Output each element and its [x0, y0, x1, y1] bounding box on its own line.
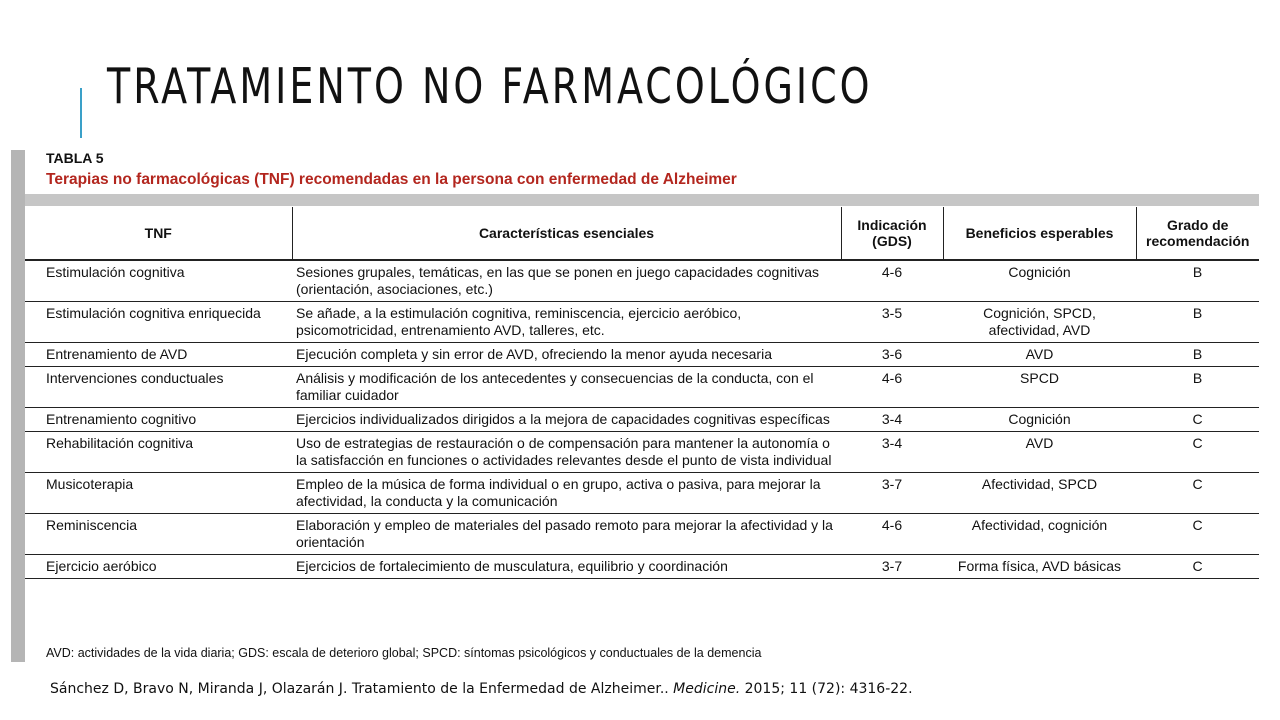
cell-beneficios: Afectividad, cognición: [943, 514, 1136, 555]
cell-tnf: Entrenamiento de AVD: [25, 343, 292, 367]
cell-beneficios: Cognición: [943, 260, 1136, 302]
cell-tnf: Estimulación cognitiva: [25, 260, 292, 302]
table-body: [25, 260, 1259, 579]
cell-grado: C: [1136, 473, 1259, 514]
cell-beneficios: AVD: [943, 343, 1136, 367]
cell-indicacion: 3-5: [841, 302, 943, 343]
table-footnote: AVD: actividades de la vida diaria; GDS: escala de deterioro global; SPCD: síntomas psicológicos y conductuales de la demencia: [46, 646, 762, 660]
cell-tnf: Intervenciones conductuales: [25, 367, 292, 408]
cell-caracteristicas: Ejercicios individualizados dirigidos a la mejora de capacidades cognitivas específicas: [292, 408, 841, 432]
cell-grado: B: [1136, 260, 1259, 302]
cell-grado: C: [1136, 408, 1259, 432]
tnf-table: [25, 207, 1259, 579]
cell-beneficios: SPCD: [943, 367, 1136, 408]
cell-tnf: Rehabilitación cognitiva: [25, 432, 292, 473]
cell-tnf: Entrenamiento cognitivo: [25, 408, 292, 432]
cell-beneficios: Cognición, SPCD, afectividad, AVD: [943, 302, 1136, 343]
table-row: [25, 555, 1259, 579]
table-side-bar: [11, 150, 25, 662]
table-row: [25, 260, 1259, 302]
header-beneficios: Beneficios esperables: [943, 207, 1136, 260]
cell-beneficios: AVD: [943, 432, 1136, 473]
source-authors: Sánchez D, Bravo N, Miranda J, Olazarán J. Tratamiento de la Enfermedad de Alzheimer..: [50, 681, 674, 697]
cell-beneficios: Cognición: [943, 408, 1136, 432]
cell-grado: C: [1136, 514, 1259, 555]
cell-indicacion: 3-7: [841, 473, 943, 514]
source-journal: Medicine.: [673, 681, 741, 697]
table-row: [25, 408, 1259, 432]
cell-caracteristicas: Ejercicios de fortalecimiento de musculatura, equilibrio y coordinación: [292, 555, 841, 579]
source-citation: [50, 681, 913, 697]
title-accent-line: [80, 88, 82, 138]
table-label: TABLA 5: [46, 150, 104, 166]
cell-indicacion: 4-6: [841, 260, 943, 302]
table-header-band: [25, 194, 1259, 206]
cell-indicacion: 4-6: [841, 367, 943, 408]
cell-grado: B: [1136, 367, 1259, 408]
header-caracteristicas: Características esenciales: [292, 207, 841, 260]
cell-beneficios: Afectividad, SPCD: [943, 473, 1136, 514]
cell-indicacion: 3-7: [841, 555, 943, 579]
cell-grado: C: [1136, 432, 1259, 473]
cell-caracteristicas: Uso de estrategias de restauración o de compensación para mantener la autonomía o la satisfacción en funciones o actividades relevantes desde el punto de vista individual: [292, 432, 841, 473]
cell-caracteristicas: Sesiones grupales, temáticas, en las que se ponen en juego capacidades cognitivas (orientación, asociaciones, etc.): [292, 260, 841, 302]
table-subtitle: Terapias no farmacológicas (TNF) recomendadas en la persona con enfermedad de Alzheimer: [46, 171, 737, 188]
cell-caracteristicas: Se añade, a la estimulación cognitiva, reminiscencia, ejercicio aeróbico, psicomotricidad, entrenamiento AVD, talleres, etc.: [292, 302, 841, 343]
cell-indicacion: 3-4: [841, 408, 943, 432]
cell-caracteristicas: Ejecución completa y sin error de AVD, ofreciendo la menor ayuda necesaria: [292, 343, 841, 367]
header-tnf: TNF: [25, 207, 292, 260]
cell-indicacion: 3-4: [841, 432, 943, 473]
table-row: [25, 343, 1259, 367]
cell-caracteristicas: Análisis y modificación de los antecedentes y consecuencias de la conducta, con el familiar cuidador: [292, 367, 841, 408]
header-grado: Grado de recomendación: [1136, 207, 1259, 260]
cell-tnf: Musicoterapia: [25, 473, 292, 514]
table-row: [25, 473, 1259, 514]
cell-tnf: Estimulación cognitiva enriquecida: [25, 302, 292, 343]
source-details: 2015; 11 (72): 4316-22.: [740, 681, 913, 697]
header-indicacion: Indicación (GDS): [841, 207, 943, 260]
cell-tnf: Ejercicio aeróbico: [25, 555, 292, 579]
table-row: [25, 367, 1259, 408]
slide-title: TRATAMIENTO NO FARMACOLÓGICO: [107, 58, 873, 115]
cell-grado: B: [1136, 302, 1259, 343]
cell-caracteristicas: Empleo de la música de forma individual o en grupo, activa o pasiva, para mejorar la afectividad, la conducta y la comunicación: [292, 473, 841, 514]
cell-indicacion: 3-6: [841, 343, 943, 367]
cell-beneficios: Forma física, AVD básicas: [943, 555, 1136, 579]
cell-tnf: Reminiscencia: [25, 514, 292, 555]
cell-grado: C: [1136, 555, 1259, 579]
table-header-row: [25, 207, 1259, 260]
cell-grado: B: [1136, 343, 1259, 367]
table-row: [25, 302, 1259, 343]
cell-indicacion: 4-6: [841, 514, 943, 555]
table-row: [25, 514, 1259, 555]
table-row: [25, 432, 1259, 473]
cell-caracteristicas: Elaboración y empleo de materiales del pasado remoto para mejorar la afectividad y la orientación: [292, 514, 841, 555]
